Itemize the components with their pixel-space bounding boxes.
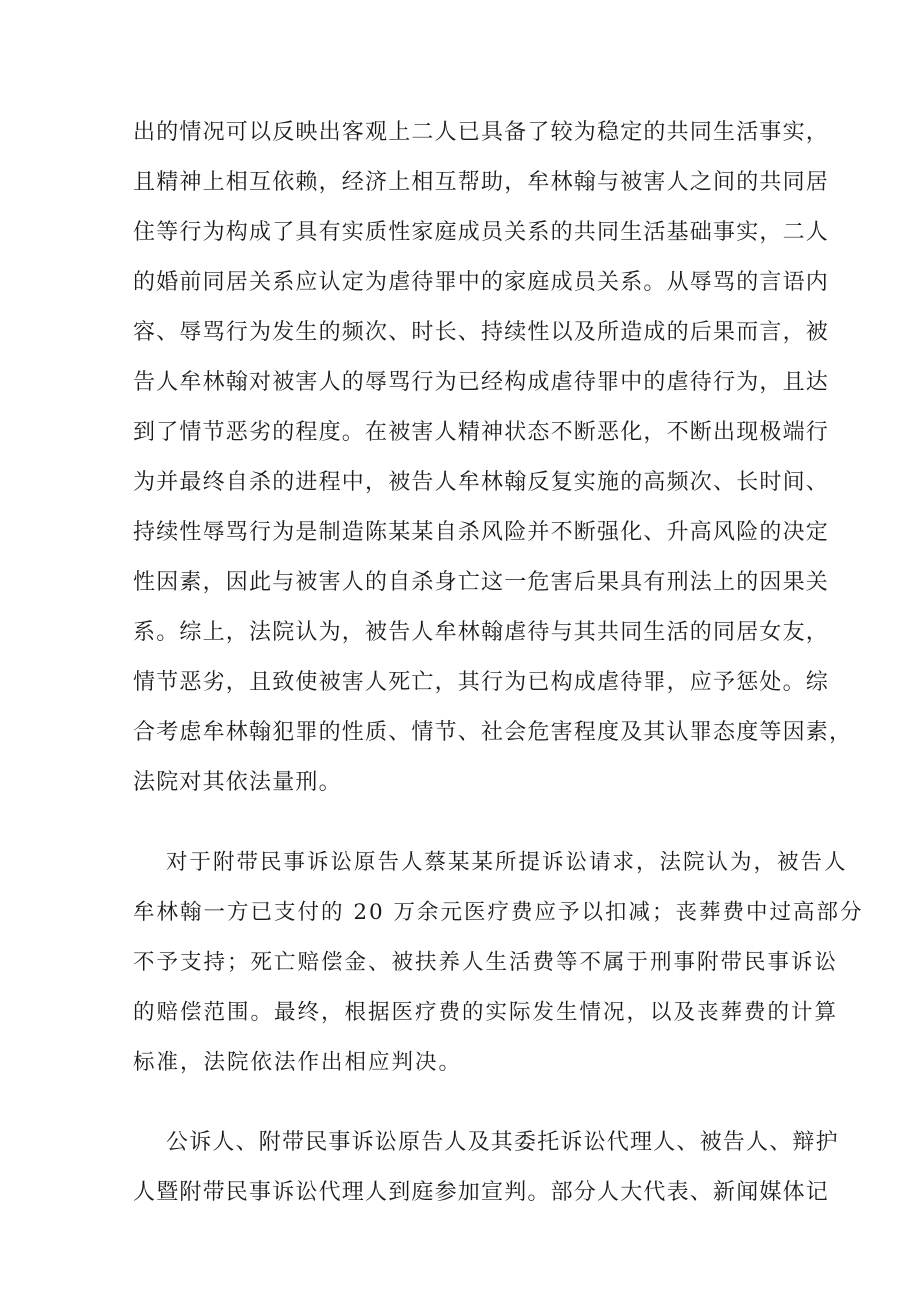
text-line: 容、辱骂行为发生的频次、时长、持续性以及所造成的后果而言，被 [133,320,830,345]
text-line: 人暨附带民事诉讼代理人到庭参加宣判。部分人大代表、新闻媒体记 [133,1180,830,1205]
text-line: 公诉人、附带民事诉讼原告人及其委托诉讼代理人、被告人、辩护 [166,1130,839,1155]
text-line: 性因素，因此与被害人的自杀身亡这一危害后果具有刑法上的因果关 [133,570,830,595]
text-line: 的婚前同居关系应认定为虐待罪中的家庭成员关系。从辱骂的言语内 [133,270,830,295]
text-line: 合考虑牟林翰犯罪的性质、情节、社会危害程度及其认罪态度等因素， [133,720,853,745]
text-line: 到了情节恶劣的程度。在被害人精神状态不断恶化，不断出现极端行 [133,420,830,445]
text-line: 住等行为构成了具有实质性家庭成员关系的共同生活基础事实，二人 [133,220,830,245]
text-line: 为并最终自杀的进程中，被告人牟林翰反复实施的高频次、长时间、 [133,470,830,495]
text-line: 且精神上相互依赖，经济上相互帮助，牟林翰与被害人之间的共同居 [133,170,830,195]
text-line: 告人牟林翰对被害人的辱骂行为已经构成虐待罪中的虐待行为，且达 [133,370,830,395]
text-line: 出的情况可以反映出客观上二人已具备了较为稳定的共同生活事实， [133,120,830,145]
text-line: 不予支持；死亡赔偿金、被扶养人生活费等不属于刑事附带民事诉讼 [133,950,839,975]
text-line: 系。综上，法院认为，被告人牟林翰虐待与其共同生活的同居女友， [133,620,830,645]
text-line: 对于附带民事诉讼原告人蔡某某所提诉讼请求，法院认为，被告人 [166,850,848,875]
text-line: 持续性辱骂行为是制造陈某某自杀风险并不断强化、升高风险的决定 [133,520,830,545]
text-line: 情节恶劣，且致使被害人死亡，其行为已构成虐待罪，应予惩处。综 [133,670,830,695]
text-line: 牟林翰一方已支付的 20 万余元医疗费应予以扣减；丧葬费中过高部分 [133,900,864,925]
text-line: 法院对其依法量刑。 [133,770,342,795]
text-line: 标准，法院依法作出相应判决。 [133,1050,463,1075]
text-line: 的赔偿范围。最终，根据医疗费的实际发生情况，以及丧葬费的计算 [133,1000,839,1025]
